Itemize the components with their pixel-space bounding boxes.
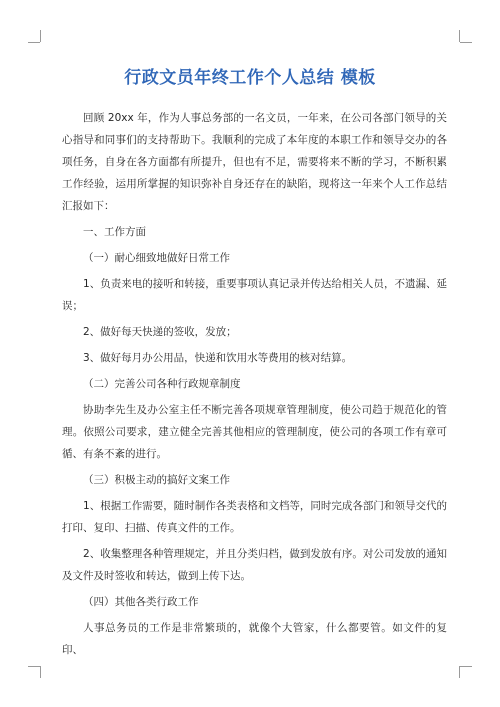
subsection-heading: （二）完善公司各种行政规章制度 <box>83 378 241 390</box>
crop-mark-top-right-v <box>459 30 460 42</box>
list-item: 1、根据工作需要，随时制作各类表格和文档等，同时完成各部门和领导交代的打印、复印、扫描、传真文件的工作。 <box>62 500 447 534</box>
crop-mark-top-left-v <box>40 30 41 42</box>
crop-mark-bottom-left-h <box>28 666 40 667</box>
list-item: 2、做好每天快递的签收，发放； <box>83 326 237 338</box>
crop-mark-top-right-h <box>460 42 472 43</box>
crop-mark-top-left-h <box>28 42 40 43</box>
section-heading: 一、工作方面 <box>83 226 146 238</box>
list-item: 1、负责来电的接听和转接，重要事项认真记录并传达给相关人员，不遗漏、延误； <box>62 278 447 312</box>
document-title: 行政文员年终工作个人总结 模板 <box>124 68 376 88</box>
body-paragraph: 人事总务员的工作是非常繁琐的，就像个大管家，什么都要管。如文件的复印、 <box>62 622 447 656</box>
list-item: 2、收集整理各种管理规定，并且分类归档，做到发放有序。对公司发放的通知及文件及时签收和转达，做到上传下达。 <box>62 548 447 582</box>
subsection-heading: （三）积极主动的搞好文案工作 <box>83 474 230 486</box>
crop-mark-bottom-left-v <box>40 666 41 678</box>
subsection-heading: （四）其他各类行政工作 <box>83 596 199 608</box>
document-body <box>62 107 447 665</box>
crop-mark-bottom-right-v <box>459 666 460 678</box>
subsection-heading: （一）耐心细致地做好日常工作 <box>83 252 230 264</box>
body-paragraph: 协助李先生及办公室主任不断完善各项规章管理制度，使公司趋于规范化的管理。依照公司要求，建立健全完善其他相应的管理制度，使公司的各项工作有章可循、有条不紊的进行。 <box>62 404 447 460</box>
list-item: 3、做好每月办公用品，快递和饮用水等费用的核对结算。 <box>83 352 353 364</box>
intro-paragraph: 回顾 20xx 年，作为人事总务部的一名文员，一年来，在公司各部门领导的关心指导和同事们的支持帮助下。我顺利的完成了本年度的本职工作和领导交办的各项任务，自身在各方面都有所提升，但也有不足，需要将来不断的学习，不断积累工作经验，运用所掌握的知识弥补自身还存在的缺陷，现将这一年来个人工作总结汇报如下： <box>62 112 447 212</box>
crop-mark-bottom-right-h <box>460 666 472 667</box>
